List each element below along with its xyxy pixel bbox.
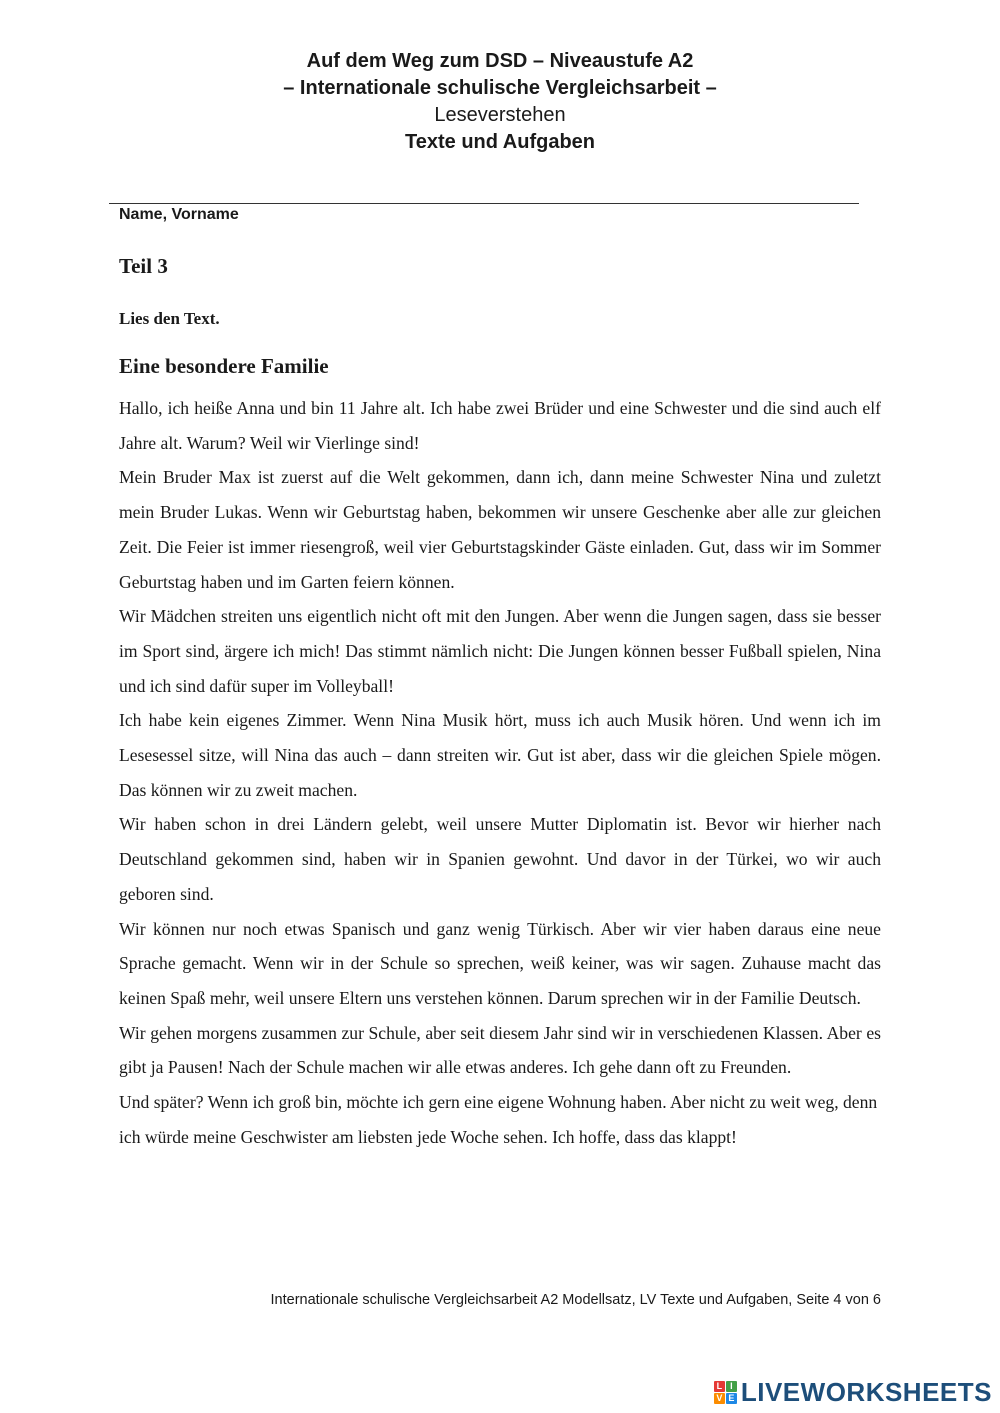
text-body [119,391,881,1154]
paragraph: Hallo, ich heiße Anna und bin 11 Jahre alt. Ich habe zwei Brüder und eine Schwester und die sind auch elf Jahre alt. Warum? Weil wir Vierlinge sind! [119,398,881,453]
brand-wordmark: LIVEWORKSHEETS [740,1377,992,1407]
liveworksheets-icon [714,1381,737,1404]
page-footer: Internationale schulische Vergleichsarbeit A2 Modellsatz, LV Texte und Aufgaben, Seite 4 von 6 [270,1292,881,1308]
paragraph: Mein Bruder Max ist zuerst auf die Welt gekommen, dann ich, dann meine Schwester Nina und zuletzt mein Bruder Lukas. Wenn wir Geburtstag haben, bekommen wir unsere Geschenke aber alle zur gleichen Zeit. Die Feier ist immer riesengroß, weil vier Geburtstagskinder Gäste einladen. Gut, dass wir im Sommer Geburtstag haben und im Garten feiern können. [119,467,881,592]
logo-letter-e: E [726,1393,737,1404]
paragraph: Wir haben schon in drei Ländern gelebt, weil unsere Mutter Diplomatin ist. Bevor wir hierher nach Deutschland gekommen sind, haben wir in Spanien gewohnt. Und davor in der Türkei, wo wir auch geboren sind. [119,814,881,904]
logo-letter-i: I [726,1381,737,1392]
name-label: Name, Vorname [119,206,239,223]
paragraph: Wir können nur noch etwas Spanisch und ganz wenig Türkisch. Aber wir vier haben daraus eine neue Sprache gemacht. Wenn wir in der Schule so sprechen, weiß keiner, was wir sagen. Zuhause macht das keinen Spaß mehr, weil unsere Eltern uns verstehen können. Darum sprechen wir in der Familie Deutsch. [119,918,881,1008]
header-subtitle: – Internationale schulische Vergleichsarbeit – [283,77,717,99]
section-heading: Teil 3 [119,254,168,278]
text-title: Eine besondere Familie [119,354,329,378]
instruction: Lies den Text. [119,309,220,328]
header-section: Texte und Aufgaben [405,131,595,153]
logo-letter-v: V [714,1393,725,1404]
liveworksheets-logo [714,1377,992,1408]
document-header [0,48,1000,156]
paragraph: Wir gehen morgens zusammen zur Schule, aber seit diesem Jahr sind wir in verschiedenen Klassen. Aber es gibt ja Pausen! Nach der Schule machen wir alle etwas anderes. Ich gehe dann oft zu Freunden. [119,1022,881,1078]
name-line[interactable] [109,203,859,204]
paragraph: Wir Mädchen streiten uns eigentlich nicht oft mit den Jungen. Aber wenn die Jungen sagen, dass sie besser im Sport sind, ärgere ich mich! Das stimmt nämlich nicht: Die Jungen können besser Fußball spielen, Nina und ich sind dafür super im Volleyball! [119,606,881,696]
paragraph: Ich habe kein eigenes Zimmer. Wenn Nina Musik hört, muss ich auch Musik hören. Und wenn ich im Lesesessel sitze, will Nina das auch – dann streiten wir. Gut ist aber, dass wir die gleichen Spiele mögen. Das können wir zu zweit machen. [119,710,881,800]
header-skill: Leseverstehen [434,104,566,126]
logo-letter-l: L [714,1381,725,1392]
paragraph: Und später? Wenn ich groß bin, möchte ich gern eine eigene Wohnung haben. Aber nicht zu weit weg, denn ich würde meine Geschwister am liebsten jede Woche sehen. Ich hoffe, dass das klappt! [119,1092,878,1147]
header-title: Auf dem Weg zum DSD – Niveaustufe A2 [306,50,694,72]
